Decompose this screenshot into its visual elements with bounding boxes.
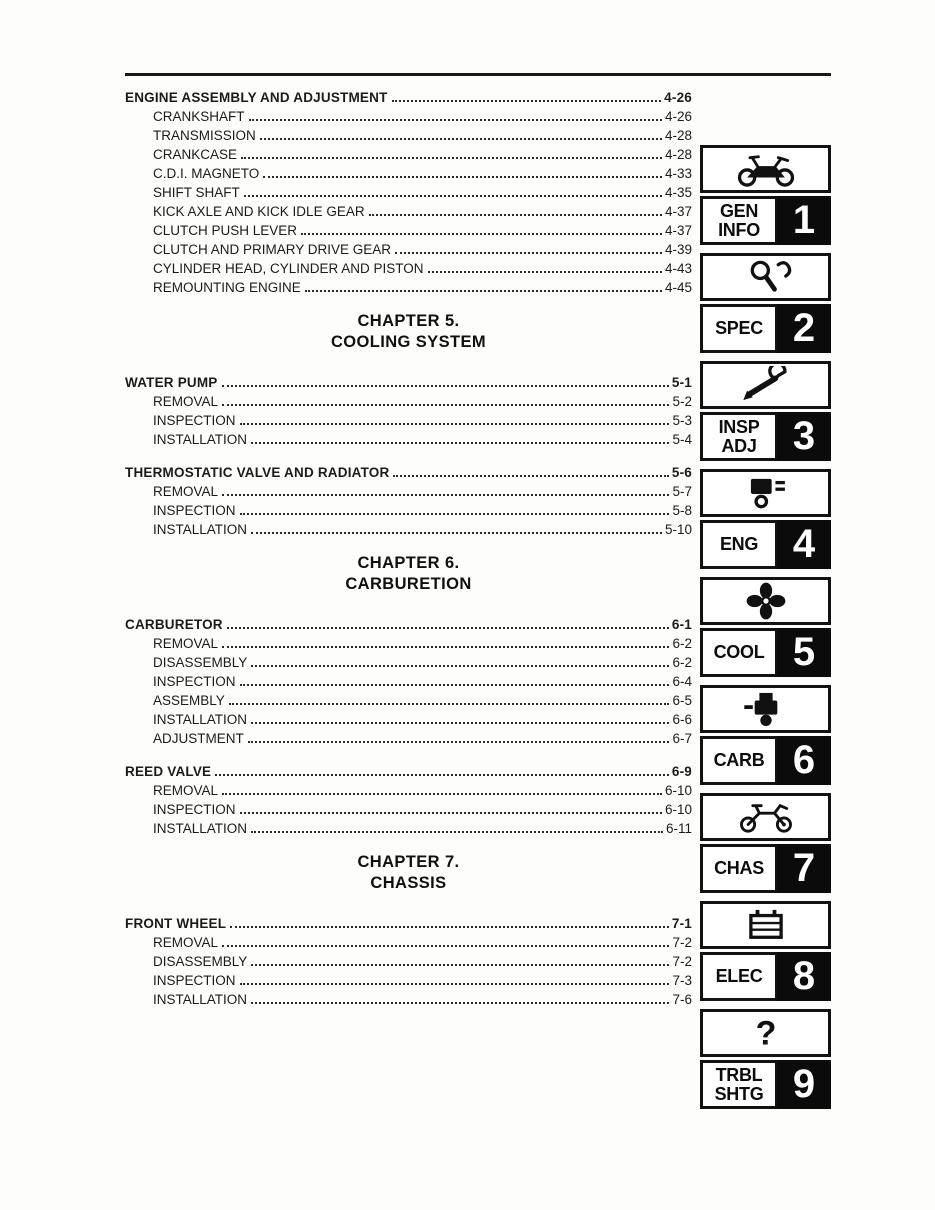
toc-entry-label: INSPECTION [153,802,236,817]
toc-entry [125,183,692,202]
tab-number: 5 [777,628,831,677]
toc-entry [125,914,692,933]
toc-entry [125,781,692,800]
chapter-tab-trbl-shtg [700,1009,831,1109]
tab-number: 8 [777,952,831,1001]
dot-leader [393,475,668,477]
toc-entry-label: DISASSEMBLY [153,655,248,670]
toc-section [125,615,692,748]
dot-leader [240,983,670,985]
tab-label [700,628,777,677]
toc-entry-label: INSTALLATION [153,992,248,1007]
toc-entry [125,691,692,710]
toc-entry [125,672,692,691]
tab-label [700,952,777,1001]
tab-label-line: INSP [718,416,760,437]
top-rule [125,73,831,76]
toc-entry-label: REMOVAL [153,484,219,499]
toc-entry [125,819,692,838]
toc-entry [125,710,692,729]
tab-number: 6 [777,736,831,785]
toc-entry-page: 6-11 [665,821,692,836]
toc-entry-label: CARBURETOR [125,617,223,632]
tab-label-line: ELEC [715,966,763,986]
toc-entry-page: 7-2 [672,935,692,950]
toc-entry-label: DISASSEMBLY [153,954,248,969]
tab-label-line: ENG [719,534,759,554]
toc-entry [125,107,692,126]
toc-entry [125,221,692,240]
toc-entry-page: 5-8 [672,503,692,518]
dot-leader [215,774,669,776]
toc-section [125,463,692,539]
tab-label-row [700,304,831,353]
toc-entry-label: TRANSMISSION [153,128,256,143]
chapter-tab-eng [700,469,831,569]
chapter-tab-carb [700,685,831,785]
dot-leader [240,684,670,686]
toc-entry-label: KICK AXLE AND KICK IDLE GEAR [153,204,365,219]
toc-entry-page: 6-2 [672,655,692,670]
toc-section [125,762,692,838]
toc-entry-page: 5-6 [671,465,692,480]
tab-label-line: CARB [713,750,765,770]
tab-label-row [700,736,831,785]
toc-entry [125,800,692,819]
dot-leader [395,252,662,254]
dot-leader [249,119,662,121]
toc-entry-label: ENGINE ASSEMBLY AND ADJUSTMENT [125,90,388,105]
chapter-heading [125,852,692,894]
tab-label-row [700,412,831,461]
dot-leader [251,532,662,534]
toc-entry-page: 4-26 [664,109,692,124]
chassis-bike-icon [700,793,831,841]
chapter-tab-gen-info [700,145,831,245]
battery-icon [700,901,831,949]
toc-entry-page: 7-3 [672,973,692,988]
tab-number: 9 [777,1060,831,1109]
toc-entry-page: 4-43 [664,261,692,276]
toc-entry-label: CLUTCH AND PRIMARY DRIVE GEAR [153,242,392,257]
tab-number: 4 [777,520,831,569]
toc-entry [125,145,692,164]
chapter-tabs [700,145,831,1109]
toc-entry-label: REMOVAL [153,783,219,798]
tab-label-row [700,196,831,245]
tab-label-line: ADJ [721,435,757,456]
chapter-heading [125,311,692,353]
tab-label [700,304,777,353]
tab-label-line: SHTG [714,1083,764,1104]
toc-entry [125,653,692,672]
dot-leader [392,100,662,102]
dot-leader [251,964,669,966]
tab-label-row [700,1060,831,1109]
toc-entry [125,463,692,482]
tab-label-line: SPEC [715,318,763,338]
toc-entry-page: 5-2 [672,394,692,409]
question-mark-icon [700,1009,831,1057]
chapter-heading-line: CARBURETION [345,575,472,593]
chapter-tab-cool [700,577,831,677]
toc-entry [125,259,692,278]
chapter-heading-line: COOLING SYSTEM [330,333,487,351]
toc-entry [125,615,692,634]
tab-label-line: GEN [719,200,759,221]
toc-entry [125,240,692,259]
tab-label-line: TRBL [715,1064,763,1085]
toc-entry [125,952,692,971]
tab-label-row [700,844,831,893]
dot-leader [369,214,662,216]
dot-leader [222,385,669,387]
toc-entry [125,520,692,539]
dot-leader [301,233,662,235]
toc-entry-label: ADJUSTMENT [153,731,244,746]
toc-entry-label: REMOVAL [153,394,219,409]
toc-entry-page: 6-10 [664,802,692,817]
dot-leader [240,513,670,515]
toc-entry-page: 4-35 [664,185,692,200]
toc-entry-label: CRANKCASE [153,147,238,162]
dot-leader [263,176,662,178]
toc-entry [125,501,692,520]
dot-leader [244,195,662,197]
toc-entry-page: 7-1 [671,916,692,931]
toc-entry-page: 6-2 [672,636,692,651]
toc-entry [125,278,692,297]
toc-entry [125,164,692,183]
toc-entry-page: 4-45 [664,280,692,295]
tab-number: 3 [777,412,831,461]
spec-tools-icon [700,253,831,301]
toc-entry-page: 5-1 [671,375,692,390]
toc-entry-page: 7-2 [672,954,692,969]
dot-leader [251,1002,669,1004]
tab-label-row [700,520,831,569]
toc-entry-page: 5-4 [672,432,692,447]
toc-entry-page: 4-28 [664,128,692,143]
tab-label-line: CHAS [714,858,764,878]
toc-entry-page: 4-39 [664,242,692,257]
dot-leader [251,665,669,667]
toc-entry-label: ASSEMBLY [153,693,225,708]
chapter-tab-spec [700,253,831,353]
toc-entry [125,202,692,221]
chapter-heading-line: CHAPTER 5. [357,312,460,330]
tab-number: 1 [777,196,831,245]
toc-entry [125,729,692,748]
tab-number: 2 [777,304,831,353]
dot-leader [229,703,670,705]
chapter-heading-line: CHASSIS [370,874,447,892]
toc-entry-label: THERMOSTATIC VALVE AND RADIATOR [125,465,390,480]
tab-label-line: COOL [713,642,765,662]
dot-leader [222,793,662,795]
toc-entry-label: REMOVAL [153,636,219,651]
toc-entry-page: 4-26 [664,90,692,105]
toc-entry [125,971,692,990]
toc-entry-label: INSTALLATION [153,522,248,537]
toc-entry-label: CRANKSHAFT [153,109,245,124]
dot-leader [222,404,669,406]
tab-label [700,1060,777,1109]
toc-entry-page: 6-7 [672,731,692,746]
dot-leader [305,290,662,292]
toc-entry-label: REMOUNTING ENGINE [153,280,301,295]
toc-entry [125,411,692,430]
toc-entry [125,430,692,449]
tab-label [700,520,777,569]
toc-entry-page: 6-4 [672,674,692,689]
dot-leader [251,831,663,833]
toc-entry-label: INSTALLATION [153,712,248,727]
dot-leader [222,494,669,496]
dot-leader [251,722,669,724]
chapter-tab-elec [700,901,831,1001]
toc-entry [125,762,692,781]
piston-icon [700,469,831,517]
tab-label-row [700,952,831,1001]
dot-leader [222,945,669,947]
toc-section [125,88,692,297]
tab-label [700,736,777,785]
toc-entry-label: INSTALLATION [153,821,248,836]
toc-entry-page: 5-3 [672,413,692,428]
tab-label [700,844,777,893]
chapter-heading [125,553,692,595]
tab-number: 7 [777,844,831,893]
motorcycle-icon [700,145,831,193]
toc-entry [125,392,692,411]
dot-leader [227,627,669,629]
dot-leader [248,741,670,743]
toc-entry-label: REED VALVE [125,764,212,779]
dot-leader [240,423,670,425]
toc-entry-page: 7-6 [672,992,692,1007]
toc-entry-page: 4-37 [664,204,692,219]
toc-entry-label: CLUTCH PUSH LEVER [153,223,298,238]
dot-leader [241,157,662,159]
toc-entry-label: INSPECTION [153,503,236,518]
toc-entry-page: 6-9 [671,764,692,779]
toc-entry-label: C.D.I. MAGNETO [153,166,260,181]
tab-label [700,196,777,245]
toc-entry-page: 6-6 [672,712,692,727]
dot-leader [222,646,669,648]
dot-leader [260,138,662,140]
fan-icon [700,577,831,625]
toc-entry [125,482,692,501]
toc-entry-page: 6-1 [671,617,692,632]
svg-text:?: ? [755,1014,776,1052]
toc-entry-label: WATER PUMP [125,375,218,390]
toc-entry-label: REMOVAL [153,935,219,950]
toc-entry-page: 4-28 [664,147,692,162]
tab-label-line: INFO [718,219,760,240]
toc-entry-page: 5-10 [664,522,692,537]
dot-leader [230,926,669,928]
toc-entry-label: CYLINDER HEAD, CYLINDER AND PISTON [153,261,424,276]
wrench-adjust-icon [700,361,831,409]
chapter-tab-insp-adj [700,361,831,461]
tab-label [700,412,777,461]
dot-leader [251,442,669,444]
toc [125,88,692,1023]
toc-entry-label: INSTALLATION [153,432,248,447]
toc-entry-label: INSPECTION [153,674,236,689]
toc-section [125,373,692,449]
toc-entry-page: 6-10 [664,783,692,798]
toc-entry-page: 6-5 [672,693,692,708]
toc-entry [125,88,692,107]
toc-section [125,914,692,1009]
toc-entry [125,634,692,653]
toc-entry-page: 4-37 [664,223,692,238]
dot-leader [240,812,662,814]
carburetor-icon [700,685,831,733]
toc-entry-label: INSPECTION [153,973,236,988]
chapter-tab-chas [700,793,831,893]
chapter-heading-line: CHAPTER 6. [357,554,460,572]
dot-leader [428,271,662,273]
toc-entry [125,126,692,145]
chapter-heading-line: CHAPTER 7. [357,853,460,871]
toc-entry-page: 4-33 [664,166,692,181]
toc-entry-label: SHIFT SHAFT [153,185,240,200]
toc-entry [125,373,692,392]
toc-entry [125,933,692,952]
toc-entry [125,990,692,1009]
toc-entry-label: FRONT WHEEL [125,916,227,931]
toc-entry-page: 5-7 [672,484,692,499]
tab-label-row [700,628,831,677]
toc-entry-label: INSPECTION [153,413,236,428]
